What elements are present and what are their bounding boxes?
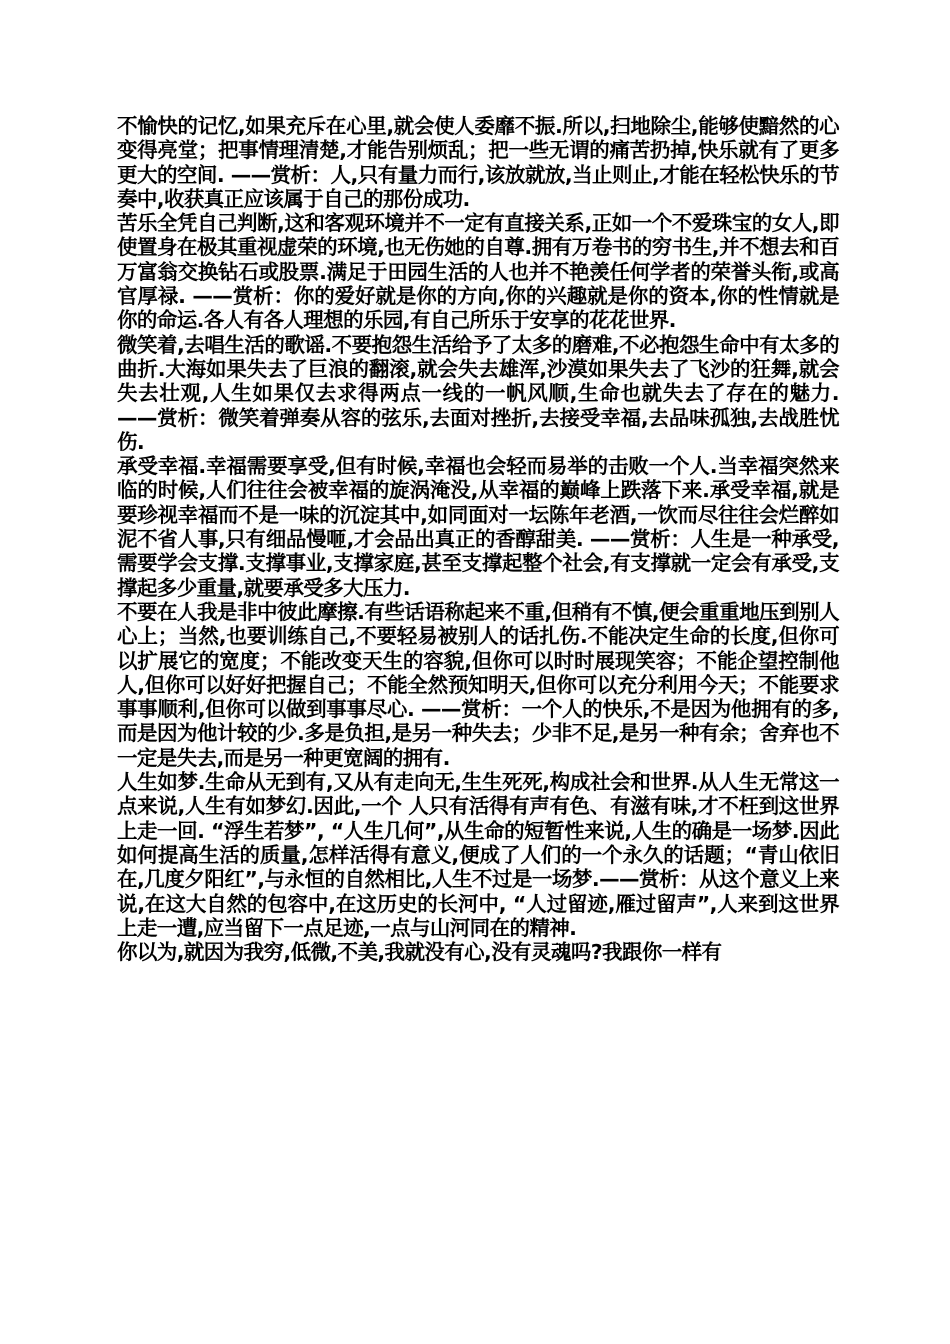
paragraph-5: 不要在人我是非中彼此摩擦.有些话语称起来不重,但稍有不慎,便会重重地压到别人心上；当然,也要训练自己,不要轻易被别人的话扎伤.不能决定生命的长度,但你可以扩展它的宽度；不能改变天生的容貌,但你可以时时展现笑容；不能企望控制他人,但你可以好好把握自己；不能全然预知明天,但你可以充分利用今天；不能要求事事顺利,但你可以做到事事尽心. ——赏析：一个人的快乐,不是因为他拥有的多,而是因为他计较的少.多是负担,是另一种失去；少非不足,是另一种有余；舍弃也不一定是失去,而是另一种更宽阔的拥有. <box>117 599 839 770</box>
paragraph-3: 微笑着,去唱生活的歌谣.不要抱怨生活给予了太多的磨难,不必抱怨生命中有太多的曲折.大海如果失去了巨浪的翻滚,就会失去雄浑,沙漠如果失去了飞沙的狂舞,就会失去壮观,人生如果仅去求得两点一线的一帆风顺,生命也就失去了存在的魅力. ——赏析：微笑着弹奏从容的弦乐,去面对挫折,去接受幸福,去品味孤独,去战胜忧伤. <box>117 332 839 454</box>
paragraph-2: 苦乐全凭自己判断,这和客观环境并不一定有直接关系,正如一个不爱珠宝的女人,即使置身在极其重视虚荣的环境,也无伤她的自尊.拥有万卷书的穷书生,并不想去和百万富翁交换钻石或股票.满足于田园生活的人也并不艳羡任何学者的荣誉头衔,或高官厚禄. ——赏析：你的爱好就是你的方向,你的兴趣就是你的资本,你的性情就是你的命运.各人有各人理想的乐园,有自己所乐于安享的花花世界. <box>117 211 839 333</box>
paragraph-1: 不愉快的记忆,如果充斥在心里,就会使人委靡不振.所以,扫地除尘,能够使黯然的心变得亮堂；把事情理清楚,才能告别烦乱；把一些无谓的痛苦扔掉,快乐就有了更多更大的空间. ——赏析：人,只有量力而行,该放就放,当止则止,才能在轻松快乐的节奏中,收获真正应该属于自己的那份成功. <box>117 114 839 211</box>
paragraph-7: 你以为,就因为我穷,低微,不美,我就没有心,没有灵魂吗?我跟你一样有 <box>117 940 722 965</box>
document-page <box>117 114 839 964</box>
paragraph-4: 承受幸福.幸福需要享受,但有时候,幸福也会轻而易举的击败一个人.当幸福突然来临的时候,人们往往会被幸福的旋涡淹没,从幸福的巅峰上跌落下来.承受幸福,就是要珍视幸福而不是一味的沉淀其中,如同面对一坛陈年老酒,一饮而尽往往会烂醉如泥不省人事,只有细品慢咂,才会品出真正的香醇甜美. ——赏析：人生是一种承受,需要学会支撑.支撑事业,支撑家庭,甚至支撑起整个社会,有支撑就一定会有承受,支撑起多少重量,就要承受多大压力. <box>117 454 839 600</box>
paragraph-6: 人生如梦.生命从无到有,又从有走向无,生生死死,构成社会和世界.从人生无常这一点来说,人生有如梦幻.因此,一个 人只有活得有声有色、有滋有味,才不枉到这世界上走一回. “浮生若梦”, “人生几何”,从生命的短暂性来说,人生的确是一场梦.因此如何提高生活的质量,怎样活得有意义,便成了人们的一个永久的话题；“青山依旧在,几度夕阳红”,与永恒的自然相比,人生不过是一场梦.——赏析：从这个意义上来说,在这大自然的包容中,在这历史的长河中, “人过留迹,雁过留声”,人来到这世界上走一遭,应当留下一点足迹,一点与山河同在的精神. <box>117 770 839 940</box>
